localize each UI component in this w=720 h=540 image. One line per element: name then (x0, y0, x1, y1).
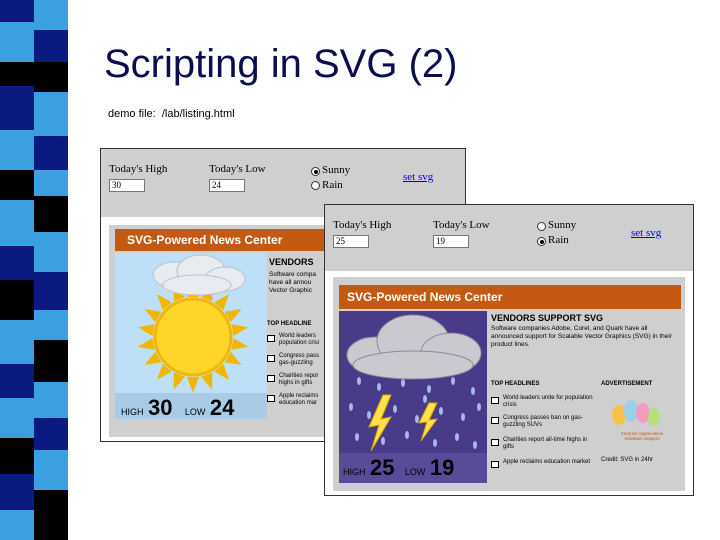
headline-3[interactable]: Charities repor highs in gifts (279, 373, 319, 386)
sunny-radio[interactable] (537, 222, 546, 231)
high-temp: 30 (147, 395, 173, 420)
high-temp: 25 (369, 455, 395, 480)
high-input[interactable]: 30 (109, 179, 145, 192)
low-input[interactable]: 24 (209, 179, 245, 192)
demo-file-label: demo file: (108, 108, 156, 120)
sunny-radio-label: Sunny (322, 164, 351, 176)
high-caption: HIGH (343, 467, 366, 477)
headline-icon (267, 355, 275, 362)
easter-eggs-icon (607, 395, 667, 429)
high-input[interactable]: 25 (333, 235, 369, 248)
headline-icon (267, 375, 275, 382)
headline-icon (491, 439, 499, 446)
vendors-title: VENDORS (269, 257, 314, 267)
set-svg-link[interactable]: set svg (403, 171, 434, 183)
headline-2[interactable]: Congress passes ban on gas-guzzling SUVs (503, 415, 583, 428)
advertisement-label: ADVERTISEMENT (601, 381, 653, 387)
news-center-header: SVG-Powered News Center (339, 285, 681, 309)
rain-radio-label: Rain (322, 179, 343, 191)
high-label: Today's High (109, 163, 168, 175)
advertisement-eggs-image[interactable] (607, 395, 667, 429)
headline-icon (491, 461, 499, 468)
low-label: Today's Low (209, 163, 266, 175)
vendors-body: Software companies Adobe, Corel, and Quark have all announced support for Scalable Vector Graphics (SVG) in their product lines. (491, 325, 673, 348)
headline-1[interactable]: World leaders unite for population crisis (503, 395, 593, 408)
high-label: Today's High (333, 219, 392, 231)
headline-3[interactable]: Charities report all-time highs in gifts (503, 437, 588, 450)
rain-radio[interactable] (311, 181, 320, 190)
rain-demo-screenshot (324, 204, 694, 496)
news-center-header: SVG-Powered News Center (115, 229, 453, 251)
high-caption: HIGH (121, 407, 144, 417)
vendors-title: VENDORS SUPPORT SVG (491, 313, 604, 323)
headline-1[interactable]: World leaders population crisi (279, 333, 320, 346)
ad-credit: Credit: SVG in 24hr (601, 457, 654, 463)
low-input[interactable]: 19 (433, 235, 469, 248)
headline-icon (491, 417, 499, 424)
low-label: Today's Low (433, 219, 490, 231)
rain-radio[interactable] (537, 237, 546, 246)
temperature-readout (343, 455, 454, 481)
set-svg-link[interactable]: set svg (631, 227, 662, 239)
slide-decoration-stripe (0, 0, 68, 540)
demo-file-path: /lab/listing.html (161, 108, 235, 120)
low-temp: 24 (209, 395, 235, 420)
sunny-radio[interactable] (311, 167, 320, 176)
advertisement-text: Surprise Appreciative Salvation Support (620, 431, 664, 441)
top-headlines-label: TOP HEADLINE (267, 321, 312, 327)
headline-icon (267, 335, 275, 342)
slide-title: Scripting in SVG (2) (104, 42, 458, 86)
headline-4[interactable]: Apple reclaims education market (503, 459, 591, 465)
headline-4[interactable]: Apple reclaims education mar (279, 393, 319, 406)
headline-icon (491, 397, 499, 404)
low-caption: LOW (184, 407, 206, 417)
demo-file-caption (108, 108, 235, 120)
sunny-radio-label: Sunny (548, 219, 577, 231)
vendors-body: Software compa have all annou Vector Graphic (269, 271, 316, 294)
low-temp: 19 (429, 455, 455, 480)
headline-2[interactable]: Congress pass gas-guzzling (279, 353, 320, 366)
low-caption: LOW (404, 467, 426, 477)
rain-radio-label: Rain (548, 234, 569, 246)
temperature-readout (121, 395, 234, 421)
top-headlines-label: TOP HEADLINES (491, 381, 540, 387)
headline-icon (267, 395, 275, 402)
